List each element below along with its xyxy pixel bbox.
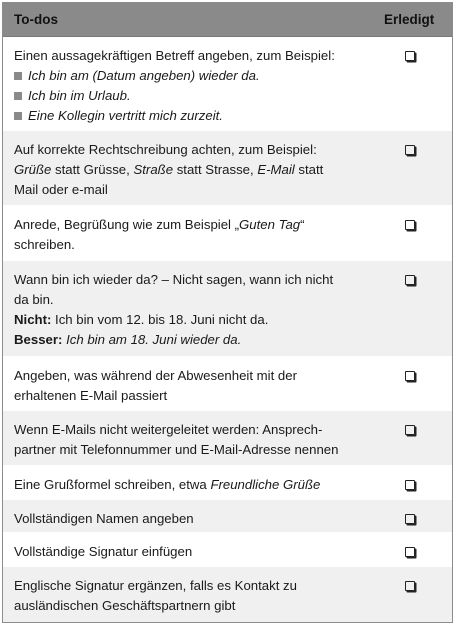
table-row: [3, 411, 452, 466]
row-line: Mail oder e-mail: [14, 182, 108, 197]
row-line: Wann bin ich wieder da? – Nicht sagen, wann ich nicht: [14, 272, 334, 287]
bullet-text: Eine Kollegin vertritt mich zurzeit.: [28, 108, 223, 123]
checkbox-icon[interactable]: [405, 371, 415, 381]
row-text: [3, 411, 384, 460]
table-row: [3, 500, 452, 533]
row-line: [14, 310, 376, 330]
example-word: Straße: [133, 162, 174, 177]
row-check-cell: [384, 466, 452, 495]
row-line: Angeben, was während der Abwesenheit mit der: [14, 368, 297, 383]
row-text-fragment: Anrede, Begrüßung wie zum Beispiel „: [14, 217, 240, 232]
row-text-fragment: “: [300, 217, 305, 232]
row-line: Wenn E-Mails nicht weitergeleitet werden: Ansprech-: [14, 422, 323, 437]
row-check-cell: [384, 357, 452, 386]
row-text: [3, 357, 384, 406]
besser-label: Besser:: [14, 332, 63, 347]
row-text: [3, 533, 384, 562]
row-line: Englische Signatur ergänzen, falls es Kontakt zu: [14, 578, 297, 593]
example-word: Grüße: [14, 162, 52, 177]
square-bullet-icon: [14, 92, 22, 100]
header-todos: To-dos: [14, 12, 58, 27]
row-line: Vollständigen Namen angeben: [14, 511, 194, 526]
row-line: schreiben.: [14, 237, 75, 252]
table-header: [3, 3, 452, 37]
row-line: [14, 475, 376, 495]
row-text: [3, 466, 384, 495]
row-text: [3, 567, 384, 616]
todo-table: [2, 2, 453, 623]
row-intro: Auf korrekte Rechtschreibung achten, zum Beispiel:: [14, 142, 317, 157]
row-text-fragment: Ich bin vom 12. bis 18. Juni nicht da.: [51, 312, 269, 327]
row-check-cell: [384, 206, 452, 235]
row-line: [14, 330, 376, 350]
table-row: [3, 206, 452, 261]
table-row: [3, 261, 452, 357]
row-check-cell: [384, 37, 452, 66]
square-bullet-icon: [14, 72, 22, 80]
example-word: Freundliche Grüße: [210, 477, 321, 492]
row-check-cell: [384, 131, 452, 160]
row-text-fragment: statt: [294, 162, 324, 177]
row-text: [3, 37, 384, 126]
row-check-cell: [384, 261, 452, 290]
row-text-fragment: Eine Grußformel schreiben, etwa: [14, 477, 211, 492]
list-item: [14, 66, 376, 86]
nicht-label: Nicht:: [14, 312, 52, 327]
row-line: ausländischen Geschäftspartnern gibt: [14, 598, 236, 613]
row-intro: Einen aussagekräftigen Betreff angeben, zum Beispiel:: [14, 48, 335, 63]
row-check-cell: [384, 533, 452, 562]
checkbox-icon[interactable]: [405, 275, 415, 285]
row-text: [3, 131, 384, 200]
row-text: [3, 261, 384, 350]
row-text: [3, 206, 384, 255]
table-row: [3, 357, 452, 411]
row-line: partner mit Telefonnummer und E-Mail-Adresse nennen: [14, 442, 339, 457]
header-erledigt: Erledigt: [384, 12, 435, 27]
list-item: [14, 86, 376, 106]
bullet-text: Ich bin am (Datum angeben) wieder da.: [28, 68, 260, 83]
row-line: da bin.: [14, 292, 54, 307]
bullet-text: Ich bin im Urlaub.: [28, 88, 131, 103]
checkbox-icon[interactable]: [405, 220, 415, 230]
checkbox-icon[interactable]: [405, 51, 415, 61]
table-row: [3, 466, 452, 500]
list-item: [14, 106, 376, 126]
row-text-fragment: statt Grüsse,: [51, 162, 134, 177]
row-line: erhaltenen E-Mail passiert: [14, 388, 168, 403]
table-row: [3, 37, 452, 131]
checkbox-icon[interactable]: [405, 547, 415, 557]
row-examples: [14, 160, 376, 180]
table-row: [3, 533, 452, 567]
row-text: [3, 500, 384, 529]
row-line: Vollständige Signatur einfügen: [14, 544, 193, 559]
checkbox-icon[interactable]: [405, 514, 415, 524]
example-word: Ich bin am 18. Juni wieder da.: [66, 332, 242, 347]
row-line: [14, 215, 376, 235]
checkbox-icon[interactable]: [405, 480, 415, 490]
example-word: Guten Tag: [239, 217, 301, 232]
row-check-cell: [384, 500, 452, 529]
row-check-cell: [384, 567, 452, 596]
checkbox-icon[interactable]: [405, 425, 415, 435]
example-word: E-Mail: [257, 162, 295, 177]
table-row: [3, 567, 452, 623]
row-check-cell: [384, 411, 452, 440]
square-bullet-icon: [14, 112, 22, 120]
checkbox-icon[interactable]: [405, 145, 415, 155]
table-row: [3, 131, 452, 206]
row-text-fragment: statt Strasse,: [173, 162, 258, 177]
checkbox-icon[interactable]: [405, 581, 415, 591]
